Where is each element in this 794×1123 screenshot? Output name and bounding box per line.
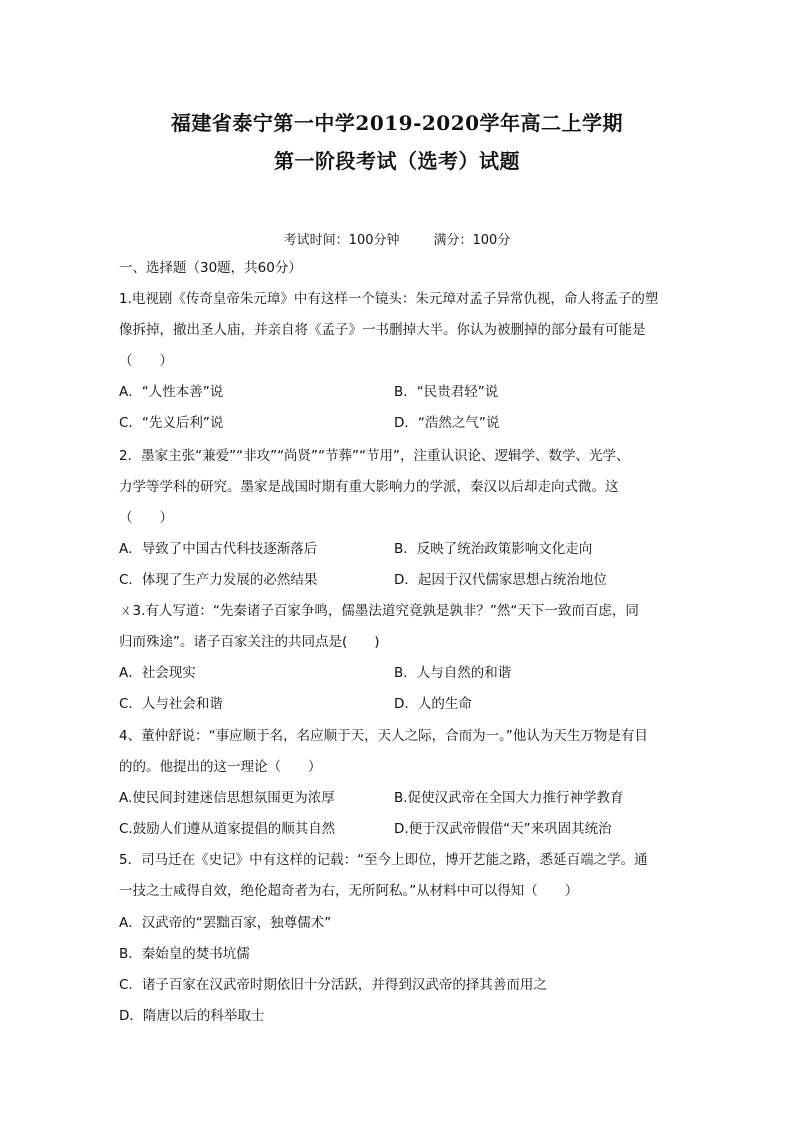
exam-time: 考试时间：100分钟 — [283, 233, 400, 248]
question-3-option-b: B．人与自然的和谐 — [394, 665, 512, 681]
exam-meta — [0, 229, 794, 248]
question-1-line-2: 像拆掉，撤出圣人庙，并亲自将《孟子》一书删掉大半。你认为被删掉的部分最有可能是 — [119, 322, 646, 338]
exam-title-line2: 第一阶段考试（选考）试题 — [274, 149, 520, 173]
exam-title-line1: 福建省泰宁第一中学2019-2020学年高二上学期 — [170, 111, 624, 135]
question-3-option-c: C．人与社会和谐 — [119, 696, 223, 712]
question-2-option-c: C．体现了生产力发展的必然结果 — [119, 572, 318, 588]
question-1-option-d: D．“浩然之气”说 — [394, 415, 500, 431]
question-2-option-d: D．起因于汉代儒家思想占统治地位 — [394, 572, 607, 588]
question-1-option-b: B．“民贵君轻”说 — [394, 384, 499, 400]
question-1-option-c: C．“先义后利”说 — [119, 415, 224, 431]
question-1-line-3: （ ） — [119, 353, 173, 369]
question-5-option-c: C．诸子百家在汉武帝时期依旧十分活跃，并得到汉武帝的择其善而用之 — [119, 977, 547, 993]
question-5-option-b: B．秦始皇的焚书坑儒 — [119, 946, 250, 962]
question-4-option-a: A.使民间封建迷信思想氛围更为浓厚 — [119, 790, 335, 806]
question-1-option-a: A．“人性本善”说 — [119, 384, 224, 400]
question-4-line-2: 的的。他提出的这一理论（ ） — [119, 759, 322, 775]
question-3-option-a: A．社会现实 — [119, 665, 196, 681]
question-3-option-d: D．人的生命 — [394, 696, 472, 712]
question-4-option-c: C.鼓励人们遵从道家提倡的顺其自然 — [119, 821, 336, 837]
question-5-line-1: 5．司马迁在《史记》中有这样的记载：“至今上即位，博开艺能之路，悉延百端之学。通 — [119, 852, 648, 868]
question-4-line-1: 4、董仲舒说：“事应顺于名，名应顺于天，天人之际，合而为一。”他认为天生万物是有目 — [119, 728, 648, 744]
exam-full-score: 满分：100分 — [433, 233, 511, 248]
question-3-line-2: 归而殊途”。诸子百家关注的共同点是( ) — [119, 634, 380, 650]
question-4-option-b: B.促使汉武帝在全国大力推行神学教育 — [394, 790, 624, 806]
question-5-option-d: D．隋唐以后的科举取士 — [119, 1008, 265, 1024]
question-2-option-b: B．反映了统治政策影响文化走向 — [394, 541, 593, 557]
section-heading: 一、选择题（30题，共60分） — [119, 260, 302, 276]
question-2-line-3: （ ） — [119, 510, 173, 526]
question-2-option-a: A．导致了中国古代科技逐渐落后 — [119, 541, 318, 557]
question-2-line-2: 力学等学科的研究。墨家是战国时期有重大影响力的学派，秦汉以后却走向式微。这 — [119, 479, 619, 495]
question-5-option-a: A．汉武帝的“罢黜百家，独尊儒术” — [119, 915, 332, 931]
question-4-option-d: D.便于汉武帝假借“天”来巩固其统治 — [394, 821, 612, 837]
question-5-line-2: 一技之士咸得自效，绝伦超奇者为右，无所阿私。”从材料中可以得知（ ） — [119, 883, 579, 899]
question-1-line-1: 1.电视剧《传奇皇帝朱元璋》中有这样一个镜头：朱元璋对孟子异常仇视，命人将孟子的塑 — [119, 291, 659, 307]
question-2-line-1: 2．墨家主张“兼爱”“非攻”“尚贤”“节葬”“节用”，注重认识论、逻辑学、数学、光学、 — [119, 448, 630, 464]
question-3-line-1: ㄨ3.有人写道：“先秦诸子百家争鸣，儒墨法道究竟孰是孰非？”然“天下一致而百虑，同 — [119, 603, 639, 619]
